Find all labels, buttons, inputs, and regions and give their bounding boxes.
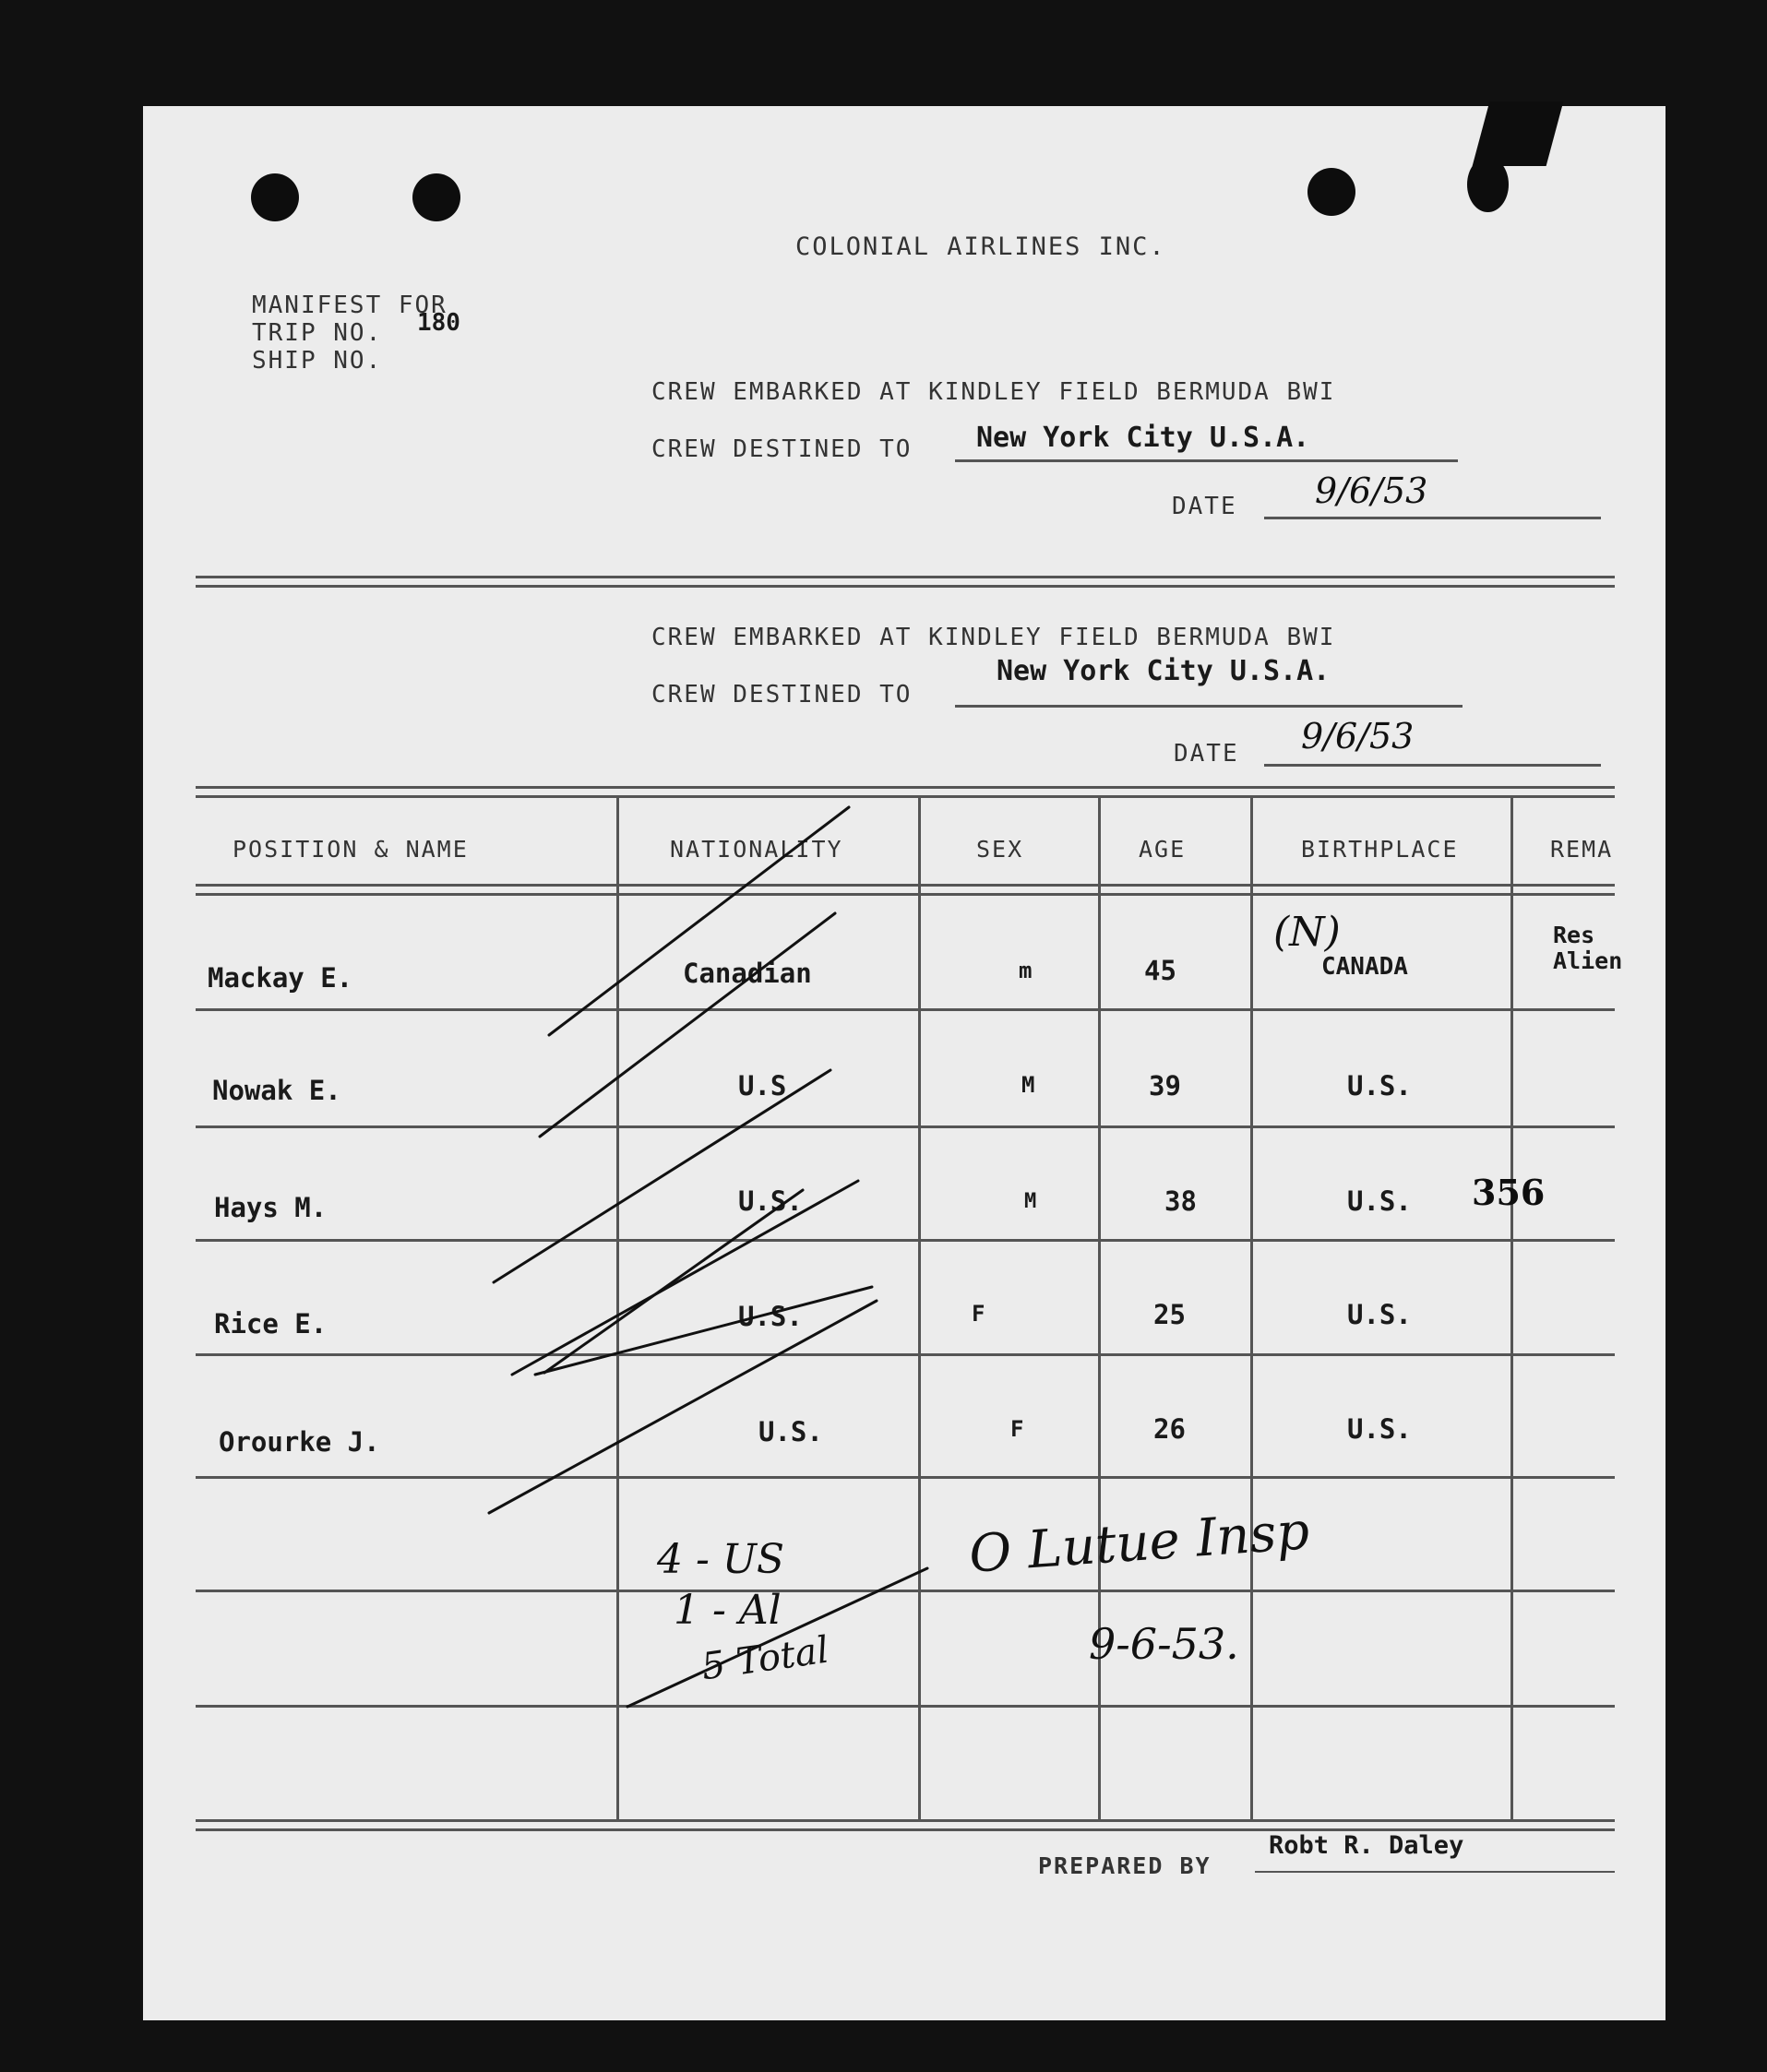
- crew-age: 39: [1149, 1070, 1181, 1101]
- tally-line: [627, 1568, 927, 1707]
- date-label-1: DATE: [1172, 493, 1237, 520]
- header-birthplace: BIRTHPLACE: [1301, 836, 1459, 863]
- date-label-2: DATE: [1174, 740, 1239, 768]
- crew-nationality: U.S.: [758, 1416, 823, 1447]
- destined-label-2: CREW DESTINED TO: [651, 681, 913, 709]
- crew-birthplace: U.S.: [1347, 1299, 1412, 1330]
- header-sex: SEX: [976, 836, 1024, 863]
- crew-age: 45: [1144, 955, 1176, 986]
- signature-date: 9-6-53.: [1089, 1619, 1239, 1669]
- check-line: [512, 1181, 858, 1375]
- header-nationality: NATIONALITY: [670, 836, 843, 863]
- crew-birthplace: CANADA: [1321, 953, 1408, 981]
- crew-name: Mackay E.: [208, 962, 353, 994]
- check-line: [494, 1070, 830, 1282]
- header-age: AGE: [1139, 836, 1187, 863]
- prepared-by-name: Robt R. Daley: [1269, 1831, 1464, 1860]
- crew-nationality: U.S.: [738, 1185, 803, 1217]
- tally-alien: 1 - Al: [674, 1587, 782, 1634]
- crew-nationality: U.S: [738, 1070, 787, 1101]
- crew-nationality: Canadian: [683, 958, 812, 989]
- header-position-name: POSITION & NAME: [233, 836, 469, 863]
- crew-age: 25: [1153, 1299, 1186, 1330]
- crew-name: Nowak E.: [212, 1075, 341, 1106]
- tally-total: 5 Total: [698, 1628, 832, 1689]
- destination-2: New York City U.S.A.: [997, 655, 1331, 687]
- embarked-line-1: CREW EMBARKED AT KINDLEY FIELD BERMUDA BWI: [651, 378, 1336, 406]
- trip-label: TRIP NO.: [252, 319, 383, 347]
- crew-birthplace: U.S.: [1347, 1185, 1412, 1217]
- check-line: [544, 1190, 803, 1373]
- date-2: 9/6/53: [1301, 716, 1415, 756]
- crew-name: Rice E.: [214, 1308, 328, 1340]
- prepared-by-label: PREPARED BY: [1038, 1852, 1212, 1879]
- header-remarks: REMA: [1550, 836, 1614, 863]
- crew-sex: M: [1021, 1072, 1035, 1098]
- crew-name: Hays M.: [214, 1192, 328, 1223]
- crew-name: Orourke J.: [219, 1426, 380, 1458]
- company-name: COLONIAL AIRLINES INC.: [795, 232, 1166, 261]
- inspector-signature: O Lutue Insp: [967, 1501, 1312, 1585]
- manifest-label: MANIFEST FOR: [252, 292, 448, 319]
- crew-birthplace: U.S.: [1347, 1413, 1412, 1445]
- crew-sex: m: [1019, 958, 1033, 983]
- birthplace-note: (N): [1273, 909, 1341, 956]
- crew-sex: M: [1024, 1190, 1037, 1213]
- destined-label-1: CREW DESTINED TO: [651, 435, 913, 463]
- embarked-line-2: CREW EMBARKED AT KINDLEY FIELD BERMUDA BWI: [651, 624, 1336, 651]
- crew-sex: F: [1010, 1416, 1024, 1442]
- date-1: 9/6/53: [1315, 470, 1428, 511]
- crew-nationality: U.S.: [738, 1301, 803, 1332]
- destination-1: New York City U.S.A.: [976, 422, 1310, 454]
- trip-number: 180: [417, 309, 460, 337]
- tally-us: 4 - US: [657, 1536, 785, 1583]
- ship-label: SHIP NO.: [252, 347, 383, 375]
- stamp-number: 356: [1472, 1172, 1546, 1213]
- check-line: [540, 913, 835, 1137]
- crew-sex: F: [972, 1301, 985, 1327]
- crew-birthplace: U.S.: [1347, 1070, 1412, 1101]
- crew-age: 38: [1164, 1185, 1197, 1217]
- crew-age: 26: [1153, 1413, 1186, 1445]
- prepared-by-underline: [1255, 1871, 1615, 1873]
- check-line: [549, 807, 849, 1035]
- crew-remarks: Res Alien: [1553, 922, 1623, 974]
- check-line: [489, 1301, 877, 1513]
